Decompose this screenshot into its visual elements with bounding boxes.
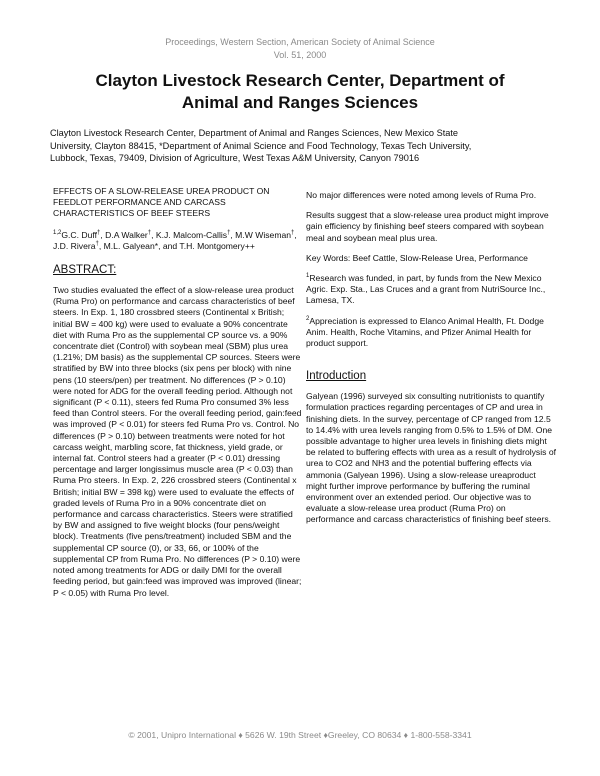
keywords: Key Words: Beef Cattle, Slow-Release Urea, Performance (306, 252, 528, 263)
author-sup-1: 1,2 (53, 229, 62, 236)
author-text-4: , M.W Wiseman (230, 229, 292, 240)
paper-title: EFFECTS OF A SLOW-RELEASE UREA PRODUCT ON FEEDLOT PERFORMANCE AND CARCASS CHARACTERISTICS OF BEEF STEERS (53, 186, 270, 219)
author-text-2: , D.A Walker (100, 229, 148, 240)
abstract-text: Two studies evaluated the effect of a slow-release urea product (Ruma Pro) on performance and carcass characteristics of beef steers. In Exp. 1, 180 crossbred steers (Continental x British; initial BW = 400 kg) were used to evaluate a 90% concentrate diet with Ruma Pro as the supplemental CP source vs. a 90% concentrate diet (Control) with soybean meal (SBM) plus urea (1.21%; DM basis) as the supplemental CP sources. Steers were stratified by BW into three blocks (six pens per block) with nine pens (10 steers/pen) per treatment. No differences (P > 0.10) were noted for ADG for the overall feeding period. Although not significant (P < 0.11), steers fed Ruma Pro consumed 3% less feed than Control steers. For the overall feeding period, gain:feed was improved (P < 0.01) for steers fed Ruma Pro vs. Control. No differences (P > 0.10) between treatments were noted for hot carcass weight, marbling score, fat thickness, yield grade, or internal fat. Control steers had a greater (P < 0.01) dressing percentage and larger longissimus muscle area (P < 0.03) than Ruma Pro steers. In Exp. 2, 226 crossbred steers (Continental x British; initial BW = 398 kg) were used to evaluate the effects of graded levels of Ruma Pro in a 90% concentrate diet on performance and carcass characteristics. Steers were stratified by BW and assigned to five weight blocks (four pens/weight block). Treatments (five pens/treatment) included SBM and the supplemental CP source (0), or 33, 66, or 100% of the supplemental CP from Ruma Pro. No differences (P > 0.10) were noted among treatments for ADG or daily DMI for the overall feeding period, but gain:feed was improved was improved (linear; P < 0.05) with Ruma Pro level. (53, 285, 302, 598)
page-title-line-1: Clayton Livestock Research Center, Department of (95, 71, 505, 90)
page-title-line-2: Animal and Ranges Sciences (181, 93, 419, 112)
introduction-text: Galyean (1996) surveyed six consulting nutritionists to quantify formulation practices regarding percentages of CP and urea in finishing diets. In the survey, percentage of CP ranged from 12.5 to 14.4% with urea levels ranging from 0.5% to 1.5% of DM. One possible advantage to higher urea levels in finishing diets might be related to buffering effects with urea as a result of hydrolysis of urea to CO2 and NH3 and the potential buffering effects via ammonia (Galyean 1996). Using a slow-release ureaproduct might further improve performance by buffering the ruminal environment over an extended period. Our objective was to evaluate a slow-release urea product (Ruma Pro) on performance and carcass characteristics of finishing beef steers. (306, 391, 556, 525)
footnote-1-mark: 1 (306, 273, 310, 280)
introduction-heading: Introduction (306, 370, 367, 383)
footnote-2 (306, 316, 556, 350)
right-column (306, 190, 556, 526)
footnote-2-text: Appreciation is expressed to Elanco Animal Health, Ft. Dodge Anim. Health, Roche Vitamins, and Pfizer Animal Health for product support. (306, 315, 544, 349)
author-sup-3: † (147, 229, 152, 236)
author-text-3: , K.J. Malcom-Callis (151, 229, 228, 240)
footnote-2-mark: 2 (306, 315, 310, 322)
author-text-1: G.C. Duff (61, 229, 98, 240)
proceedings-name: Proceedings, Western Section, American Society of Animal Science (165, 37, 435, 47)
affiliation-line-1: Clayton Livestock Research Center, Department of Animal and Ranges Sciences, New Mexico State (50, 128, 459, 138)
page-title (40, 70, 560, 114)
author-sup-2: † (97, 229, 101, 236)
affiliation-line-2: University, Clayton 88415, *Department of Animal Science and Food Technology, Texas Tech University, (50, 140, 472, 151)
author-sup-6: † (95, 240, 99, 247)
summary-paragraph-1: No major differences were noted among levels of Ruma Pro. (306, 190, 537, 200)
proceedings-header (0, 36, 600, 62)
author-sup-4: † (227, 229, 231, 236)
proceedings-volume: Vol. 51, 2000 (273, 50, 327, 60)
author-text-5: , J.D. Rivera (53, 229, 297, 251)
affiliation-line-3: Lubbock, Texas, 79409, Division of Agriculture, West Texas A&M University, Canyon 79016 (50, 153, 420, 163)
affiliation-block (50, 127, 550, 165)
footnote-1-text: Research was funded, in part, by funds from the New Mexico Agric. Exp. Sta., Las Cruces and a grant from NutriSource Inc., Lamesa, TX. (306, 273, 546, 306)
page-footer: © 2001, Unipro International ♦ 5626 W. 19th Street ♦Greeley, CO 80634 ♦ 1-800-558-3341 (128, 730, 472, 740)
author-list (53, 230, 303, 252)
footnote-1 (306, 273, 556, 307)
summary-paragraph-2: Results suggest that a slow-release urea product might improve gain efficiency by finishing beef steers compared with soybean meal and soybean meal plus urea. (306, 210, 549, 243)
author-text-6: , M.L. Galyean*, and T.H. Montgomery++ (98, 240, 255, 251)
abstract-heading: ABSTRACT: (53, 264, 117, 277)
left-column (53, 186, 303, 599)
author-sup-5: † (291, 229, 295, 236)
